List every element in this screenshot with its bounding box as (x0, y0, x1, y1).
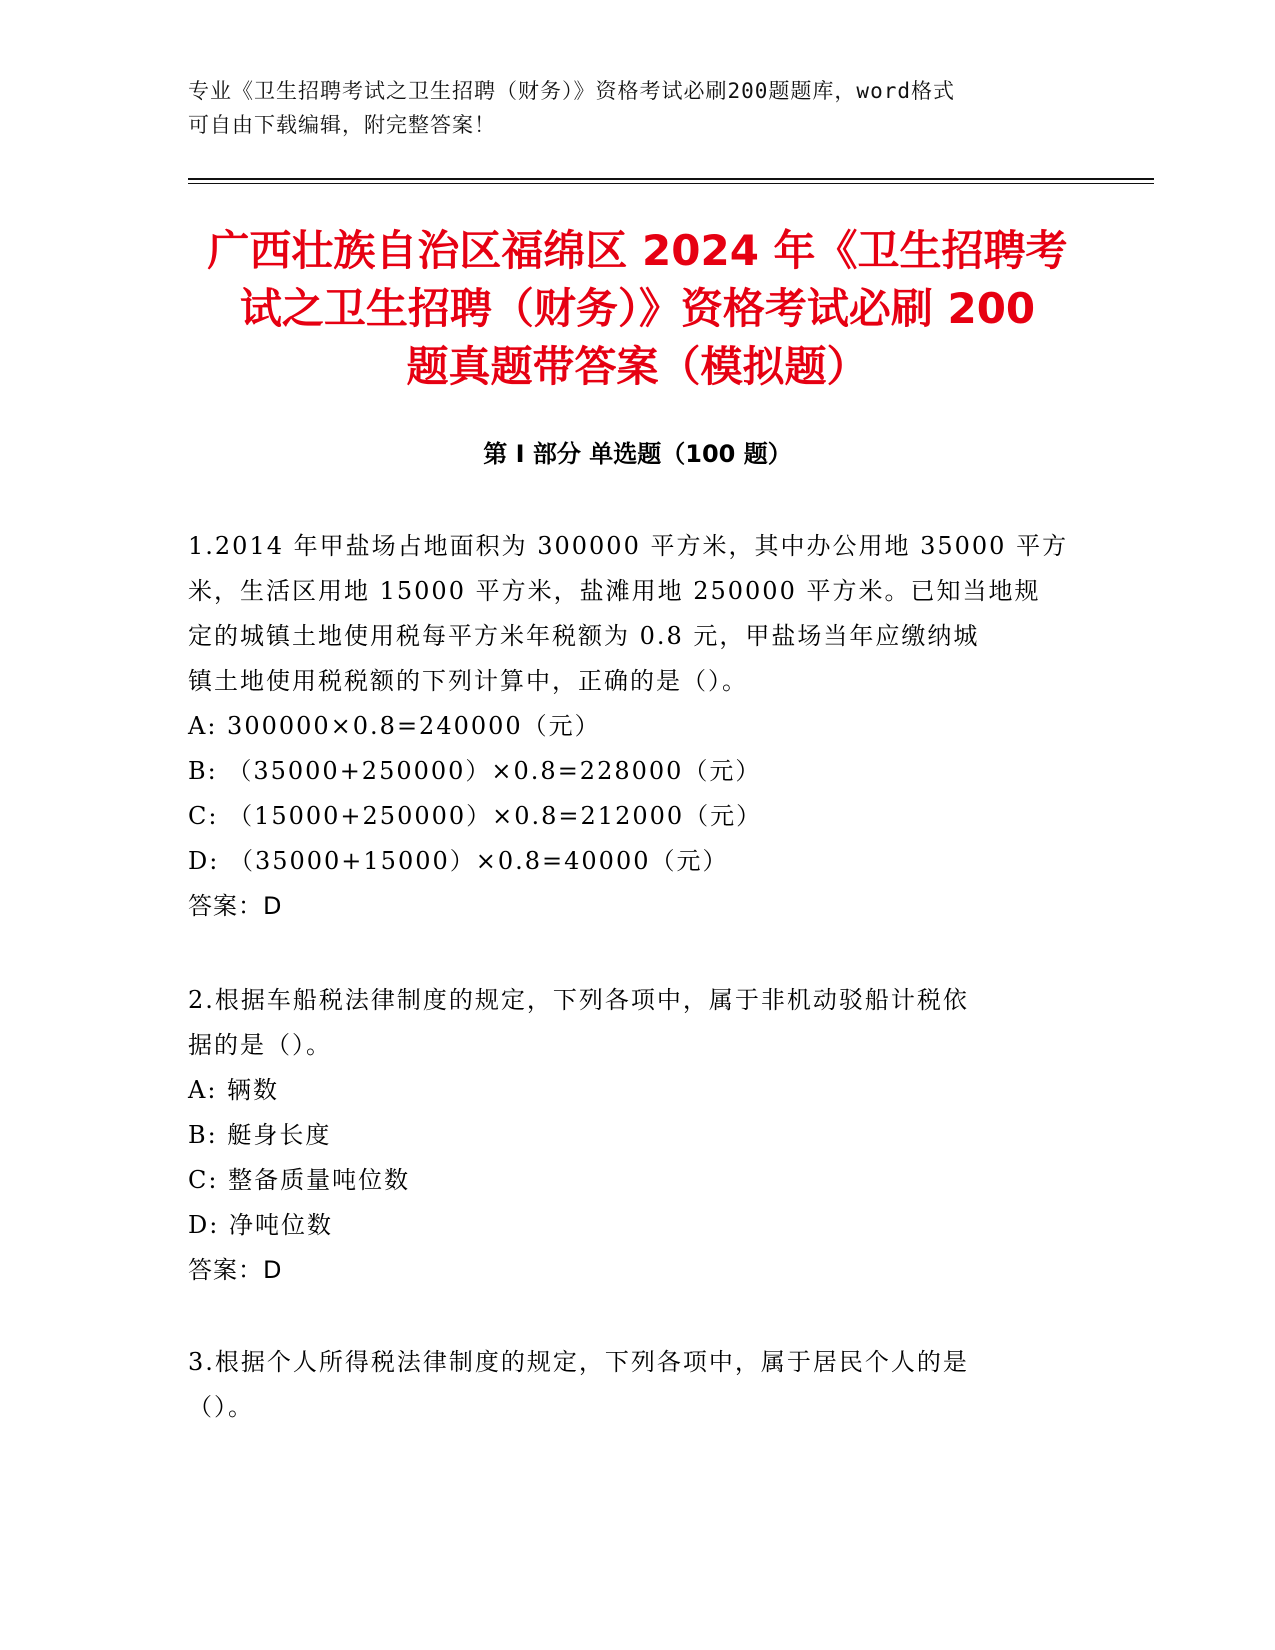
title-line-1: 广西壮族自治区福绵区 2024 年《卫生招聘考 (207, 226, 1068, 275)
option-c: C: 整备质量吨位数 (188, 1166, 411, 1194)
question-2 (188, 978, 1088, 1293)
option-c: C: （15000+250000）×0.8=212000（元） (188, 802, 763, 830)
header-divider-thick (188, 178, 1154, 180)
stem-line: 定的城镇土地使用税每平方米年税额为 0.8 元，甲盐场当年应缴纳城 (188, 622, 980, 650)
question-stem (188, 978, 1088, 1068)
header-note (188, 74, 1088, 142)
stem-line: 据的是（）。 (188, 1031, 332, 1059)
option-d: D: （35000+15000）×0.8=40000（元） (188, 847, 729, 875)
option-d: D: 净吨位数 (188, 1211, 333, 1239)
header-divider-thin (188, 183, 1154, 184)
question-1 (188, 524, 1088, 929)
header-note-line-1: 专业《卫生招聘考试之卫生招聘（财务）》资格考试必刷200题题库，word格式 (188, 79, 955, 103)
answer: 答案：D (188, 892, 283, 920)
question-stem (188, 524, 1088, 704)
stem-line: 米，生活区用地 15000 平方米，盐滩用地 250000 平方米。已知当地规 (188, 577, 1041, 605)
section-heading: 第 I 部分 单选题（100 题） (483, 440, 792, 468)
answer: 答案：D (188, 1256, 283, 1284)
option-a: A: 300000×0.8=240000（元） (188, 712, 601, 740)
document-title (150, 222, 1125, 396)
title-line-3: 题真题带答案（模拟题） (406, 342, 869, 391)
stem-line: 3.根据个人所得税法律制度的规定，下列各项中，属于居民个人的是 (188, 1348, 969, 1376)
header-note-line-2: 可自由下载编辑，附完整答案！ (188, 113, 496, 137)
option-b: B: 艇身长度 (188, 1121, 332, 1149)
stem-line: 镇土地使用税税额的下列计算中，正确的是（）。 (188, 667, 748, 695)
stem-line: （）。 (188, 1393, 254, 1421)
option-a: A: 辆数 (188, 1076, 280, 1104)
stem-line: 1.2014 年甲盐场占地面积为 300000 平方米，其中办公用地 35000 平方 (188, 532, 1069, 560)
title-line-2: 试之卫生招聘（财务）》资格考试必刷 200 (239, 284, 1036, 333)
question-stem (188, 1340, 1088, 1430)
option-b: B: （35000+250000）×0.8=228000（元） (188, 757, 762, 785)
stem-line: 2.根据车船税法律制度的规定，下列各项中，属于非机动驳船计税依 (188, 986, 969, 1014)
question-3 (188, 1340, 1088, 1430)
